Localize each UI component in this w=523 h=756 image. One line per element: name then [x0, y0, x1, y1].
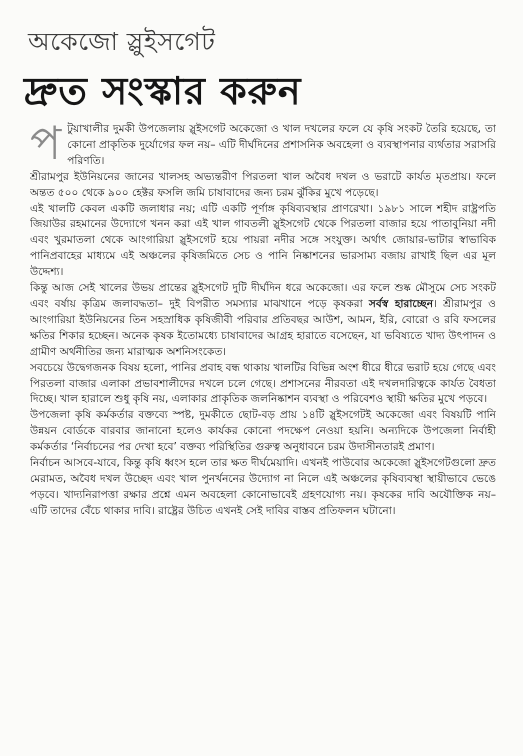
drop-cap: প: [30, 122, 62, 170]
paragraph-4-part-1: কিন্তু আজ সেই খালের উভয় প্রান্তের স্লুইসগেট দুটি দীর্ঘদিন ধরে অকেজো। এর ফলে শুষ্ক মৌসুমে সেচ সংকট এবং বর্ষায় কৃত্রিম জলাবদ্ধতা– দুই বিপরীত সমস্যার মাঝখানে পড়ে কৃষকরা: [30, 282, 496, 310]
paragraph-3: এই খালটি কেবল একটি জলাধার নয়; এটি একটি পূর্ণাঙ্গ কৃষিব্যবস্থার প্রাণরেখা। ১৯৮১ সালে শহীদ রাষ্ট্রপতি জিয়াউর রহমানের উদ্যোগে খনন করা এই খাল গাবতলী স্লুইসগেট থেকে পিরতলা বাজার হয়ে পাতাবুনিয়া নদী এবং খুরমাতলা থেকে আংগারিয়া স্লুইসগেট হয়ে পায়রা নদীর সঙ্গে সংযুক্ত। অর্থাৎ জোয়ার-ভাটার স্বাভাবিক পানিপ্রবাহের মাধ্যমে এই অঞ্চলের কৃষিজমিতে সেচ ও পানি নিষ্কাশনের ভারসাম্য বজায় রাখাই ছিল এর মূল উদ্দেশ্য।: [30, 202, 496, 279]
paragraph-6: উপজেলা কৃষি কর্মকর্তার বক্তব্যে স্পষ্ট, দুমকীতে ছোট-বড় প্রায় ১৪টি স্লুইসগেটই অকেজো এবং বিষয়টি পানি উন্নয়ন বোর্ডকে বারবার জানানো হলেও কার্যকর কোনো পদক্ষেপ নেওয়া হয়নি। অন্যদিকে উপজেলা নির্বাহী কর্মকর্তার ‘নির্বাচনের পর দেখা হবে’ বক্তব্য পরিস্থিতির গুরুত্ব অনুধাবনে চরম উদাসীনতারই প্রমাণ।: [30, 409, 496, 454]
kicker-title: অকেজো স্লুইসগেট: [28, 27, 216, 56]
paragraph-5: সবচেয়ে উদ্বেগজনক বিষয় হলো, পানির প্রবাহ বন্ধ থাকায় খালটির বিভিন্ন অংশ ধীরে ধীরে ভরাট হয়ে গেছে এবং পিরতলা বাজার এলাকা প্রভাবশালীদের দখলে চলে গেছে। প্রশাসনের নীরবতা এই দখলদারিত্বকে কার্যত বৈধতা দিচ্ছে। খাল হারালে শুধু কৃষি নয়, এলাকার প্রাকৃতিক জলনিষ্কাশন ব্যবস্থা ও পরিবেশও স্থায়ী ক্ষতির মুখে পড়বে।: [30, 361, 496, 406]
article-body: [30, 122, 496, 750]
headline: দ্রুত সংস্কার করুন: [24, 69, 302, 113]
paragraph-2: শ্রীরামপুর ইউনিয়নের জানের খালসহ অভ্যন্তরীণ পিরতলা খাল অবৈধ দখল ও ভরাটে কার্যত মৃতপ্রায়। ফলে অন্তত ৫০০ থেকে ৯০০ হেক্টর ফসলি জমি চাষাবাদের জন্য চরম ঝুঁকির মুখে পড়েছে।: [30, 170, 496, 199]
paragraph-4-emphasis: সর্বস্ব হারাচ্ছেন: [368, 297, 434, 310]
paragraph-4-part-2: । শ্রীরামপুর ও আংগারিয়া ইউনিয়নের তিন সহস্রাধিক কৃষিজীবী পরিবার প্রতিবছর আউশ, আমন, ইরি, বোরো ও রবি ফসলের ক্ষতির শিকার হচ্ছেন। অনেক কৃষক ইতোমধ্যে চাষাবাদের আগ্রহ হারাতে বসেছেন, যা ভবিষ্যতে খাদ্য উৎপাদন ও গ্রামীণ অর্থনীতির জন্য মারাত্মক অশনিসংকেত।: [30, 297, 496, 358]
paragraph-intro: [30, 122, 496, 170]
paragraph-intro-text: টুয়াখালীর দুমকী উপজেলায় স্লুইসগেট অকেজো ও খাল দখলের ফলে যে কৃষি সংকট তৈরি হয়েছে, তা কোনো প্রাকৃতিক দুর্যোগের ফল নয়– এটি দীর্ঘদিনের প্রশাসনিক অবহেলা ও ব্যবস্থাপনার ব্যর্থতার সরাসরি পরিণতি।: [67, 123, 496, 167]
paragraph-4: [30, 281, 496, 361]
paragraph-7: নির্বাচন আসবে-যাবে, কিন্তু কৃষি ধ্বংস হলে তার ক্ষত দীর্ঘমেয়াদি। এখনই পাউবোর অকেজো স্লুইসগেটগুলো দ্রুত মেরামত, অবৈধ দখল উচ্ছেদ এবং খাল পুনর্খননের উদ্যোগ না নিলে এই অঞ্চলের কৃষিব্যবস্থা স্থায়ীভাবে ভেঙে পড়বে। খাদ্যনিরাপত্তা রক্ষার প্রশ্নে এমন অবহেলা কোনোভাবেই গ্রহণযোগ্য নয়। কৃষকের দাবি অযৌক্তিক নয়– এটি তাদের বেঁচে থাকার দাবি। রাষ্ট্রের উচিত এখনই সেই দাবির বাস্তব প্রতিফলন ঘটানো।: [30, 457, 496, 517]
